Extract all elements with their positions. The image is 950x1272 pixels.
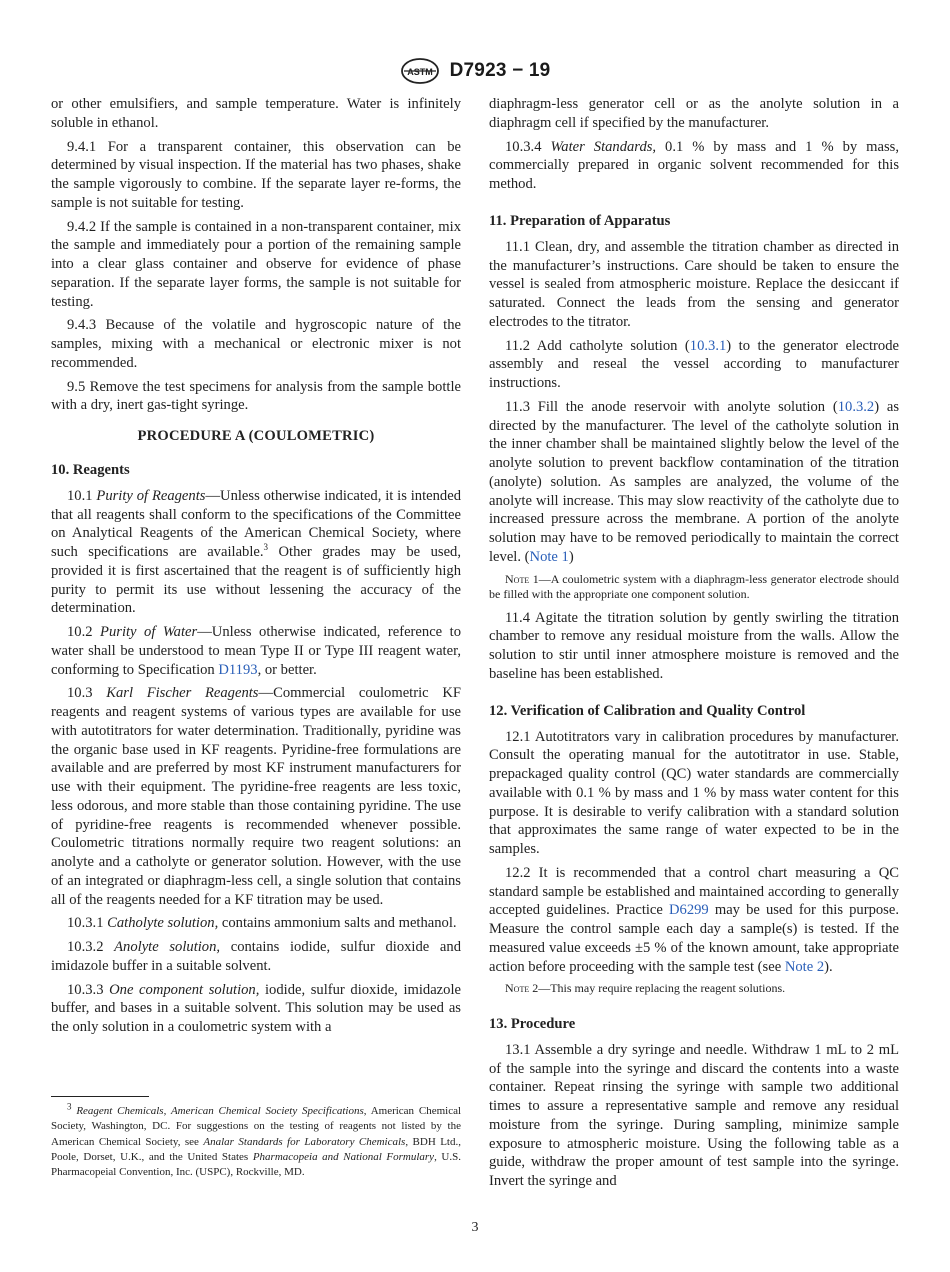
paragraph-9-4-2: 9.4.2 If the sample is contained in a non-transparent container, mix the sample and immediately pour a portion of the remaining sample into a clear glass container and observe for evidence of phase separation. If the separate layer forms, the sample is not suitable for testing.	[51, 218, 461, 310]
link-note-1[interactable]: Note 1	[529, 548, 569, 565]
footnote-3: $^3$ Reagent Chemicals, American Chemical Society Specifications, American Chemical Society, Washington, DC. For suggestions on the testing of reagents not listed by the American Chemical Society, see Analar Standards for Laboratory Chemicals, BDH Ltd., Poole, Dorset, U.K., and the United States Pharmacopeia and National Formulary, U.S. Pharmacopeial Convention, Inc. (USPC), Rockville, MD.	[51, 1101, 462, 1179]
section-heading-13: 13. Procedure	[489, 1015, 576, 1032]
link-note-2[interactable]: Note 2	[784, 958, 825, 975]
paragraph-10-1: 10.1 Purity of Reagents—Unless otherwise indicated, it is intended that all reagents shall conform to the specifications of the Committee on Analytical Reagents of the American Chemical Society, where such specifications are available.$^3$ Other grades may be used, provided it is first ascertained that the reagent is of sufficiently high purity to permit its use without lessening the accuracy of the determination.	[51, 487, 461, 617]
paragraph-10-3: 10.3 Karl Fischer Reagents—Commercial coulometric KF reagents and reagent systems of various types are available for use with autotitrators for water determination. Traditionally, pyridine was the organic base used in KF reagents. Pyridine-free formulations are available and are preferred by most KF instrument manufacturers for use with their equipment. The pyridine-free reagents are less toxic, less odorous, and more stable than those containing pyridine. The use of pyridine-free reagents is recommended whenever possible. Coulometric titrations normally require two reagent solutions: an anolyte and a catholyte or generator solution. However, with the use of an integrated or diaphragm-less cell, a single solution that contains all of the reagents needed for a KF titration may be used.	[51, 685, 461, 908]
note-1: Note 1—A coulometric system with a diaphragm-less generator electrode should be filled with the appropriate one component solution.	[489, 571, 899, 601]
paragraph-13-1: 13.1 Assemble a dry syringe and needle. Withdraw 1 mL to 2 mL of the sample into the syringe and discard the contents into a waste container. Repeat rinsing the syringe with sample two additional times to assure a representative sample and remove any residual moisture from the syringe. During sampling, minimize sample exposure to atmospheric moisture. Using the following table as a guide, withdraw the proper amount of test sample into the syringe. Invert the syringe and	[489, 1041, 899, 1189]
link-d6299[interactable]: D6299	[669, 902, 709, 919]
document-designation: D7923 − 19	[449, 60, 551, 81]
paragraph-11-1: 11.1 Clean, dry, and assemble the titration chamber as directed in the manufacturer’s instructions. Care should be taken to ensure the vessel is sealed from atmospheric moisture. Replace the desiccant if saturated. Connect the leads from the sensing and generator electrodes to the titrator.	[489, 238, 899, 330]
paragraph-9-5: 9.5 Remove the test specimens for analysis from the sample bottle with a dry, inert gas-tight syringe.	[51, 378, 461, 414]
page-header	[0, 58, 950, 84]
footnote-ref-3[interactable]: 3	[263, 542, 269, 553]
page-number: 3	[471, 1220, 479, 1235]
paragraph-10-2: 10.2 Purity of Water—Unless otherwise indicated, reference to water shall be understood to mean Type II or Type III reagent water, conforming to Specification D1193, or better.	[51, 624, 461, 678]
procedure-heading: PROCEDURE A (COULOMETRIC)	[137, 428, 375, 444]
section-heading-12: 12. Verification of Calibration and Quality Control	[489, 702, 806, 719]
paragraph-intro: or other emulsifiers, and sample temperature. Water is infinitely soluble in ethanol.	[51, 96, 461, 131]
paragraph-10-3-4: 10.3.4 Water Standards, 0.1 % by mass and 1 % by mass, commercially prepared in organic solvent recommended for this method.	[489, 138, 899, 192]
svg-text:ASTM: ASTM	[406, 67, 433, 77]
paragraph-10-3-1: 10.3.1 Catholyte solution, contains ammonium salts and methanol.	[67, 915, 457, 932]
paragraph-11-4: 11.4 Agitate the titration solution by gently swirling the titration chamber to remove any residual moisture from the walls. Allow the solution to stir until inner atmosphere moisture is removed and the baseline has been established.	[489, 609, 899, 682]
paragraph-12-2: 12.2 It is recommended that a control chart measuring a QC standard sample be established and maintained according to generally accepted guidelines. Practice D6299 may be used for this purpose. Measure the control sample each day a sample(s) is tested. If the measured value exceeds ±5 % of the known amount, take appropriate action before proceeding with the sample test (see Note 2).	[489, 864, 899, 975]
link-10-3-1[interactable]: 10.3.1	[689, 337, 727, 354]
paragraph-12-1: 12.1 Autotitrators vary in calibration procedures by manufacturer. Consult the operating manual for the autotitrator in use. Stable, prepackaged quality control (QC) water standards are commercially available with 0.1 % by mass and 1 % by mass water content for this purpose. It is desirable to verify calibration with a standard solution that approximates the same range of water expected to be in the samples.	[489, 728, 899, 857]
section-heading-11: 11. Preparation of Apparatus	[489, 212, 671, 229]
link-10-3-2[interactable]: 10.3.2	[837, 398, 875, 415]
paragraph-11-2: 11.2 Add catholyte solution (10.3.1) to the generator electrode assembly and reseal the vessel according to manufacturer instructions.	[489, 337, 899, 391]
paragraph-9-4-1: 9.4.1 For a transparent container, this observation can be determined by visual inspection. If the material has two phases, shake the sample vigorously to combine. If the separate layer re-forms, the sample is not suitable for testing.	[51, 138, 461, 211]
paragraph-11-3: 11.3 Fill the anode reservoir with anolyte solution (10.3.2) as directed by the manufacturer. The level of the catholyte solution in the inner chamber shall be maintained slightly below the level of the anolyte solution to prevent backflow contamination of the titration (anolyte) solution. As samples are analyzed, the volume of the anolyte will increase. This may slow reactivity of the catholyte due to increased pressure across the membrane. A portion of the anolyte solution may have to be removed periodically to maintain the correct level. (Note 1)	[489, 398, 900, 565]
right-column	[489, 95, 899, 1196]
section-heading-10: 10. Reagents	[51, 461, 130, 478]
paragraph-continued: diaphragm-less generator cell or as the anolyte solution in a diaphragm cell if specified by the manufacturer.	[489, 96, 899, 131]
paragraph-9-4-3: 9.4.3 Because of the volatile and hygroscopic nature of the samples, mixing with a mechanical or electronic mixer is not recommended.	[51, 317, 461, 371]
paragraph-10-3-2: 10.3.2 Anolyte solution, contains iodide, sulfur dioxide and imidazole buffer in a suitable solvent.	[51, 939, 461, 974]
left-column	[51, 95, 461, 1042]
footnote-divider	[51, 1096, 149, 1097]
note-2: Note 2—This may require replacing the reagent solutions.	[505, 981, 786, 996]
paragraph-10-3-3: 10.3.3 One component solution, iodide, sulfur dioxide, imidazole buffer, and bases in a suitable solvent. This solution may be used as the only solution in a coulometric system with a	[51, 981, 461, 1035]
link-d1193[interactable]: D1193	[218, 661, 258, 678]
astm-logo-icon	[400, 58, 440, 84]
